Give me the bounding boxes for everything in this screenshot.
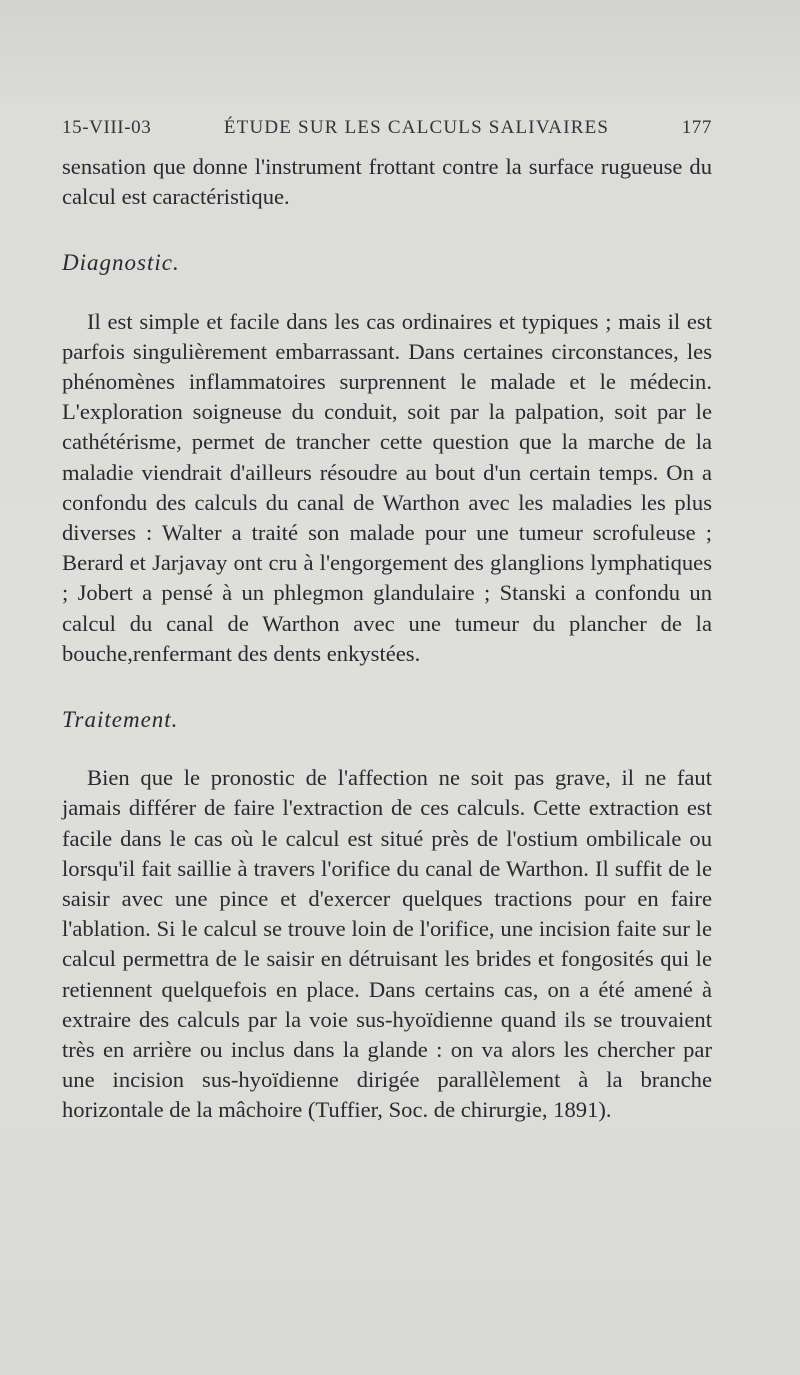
paragraph-diagnostic: Il est simple et facile dans les cas ordinaires et typiques ; mais il est parfois singulièrement embarrassant. Dans certaines circonstances, les phénomènes inflammatoires surprennent le malade et le médecin. L'exploration soigneuse du conduit, soit par la palpation, soit par le cathétérisme, permet de trancher cette question que la marche de la maladie viendrait d'ailleurs résoudre au bout d'un certain temps. On a confondu des calculs du canal de Warthon avec les maladies les plus diverses : Walter a traité son malade pour une tumeur scrofuleuse ; Berard et Jarjavay ont cru à l'engorgement des glanglions lymphatiques ; Jobert a pensé à un phlegmon glandulaire ; Stanski a confondu un calcul du canal de Warthon avec une tumeur du plancher de la bouche,renfermant des dents enkystées. [62, 308, 712, 666]
paragraph-traitement: Bien que le pronostic de l'affection ne soit pas grave, il ne faut jamais différer de faire l'extraction de ces calculs. Cette extraction est facile dans le cas où le calcul est situé près de l'ostium ombilicale ou lorsqu'il fait saillie à travers l'orifice du canal de Warthon. Il suffit de le saisir avec une pince et d'exercer quelques tractions pour en faire l'ablation. Si le calcul se trouve loin de l'orifice, une incision faite sur le calcul permettra de le saisir en détruisant les brides et fongosités qui le retiennent quelquefois en place. Dans certains cas, on a été amené à extraire des calculs par la voie sus-hyoïdienne quand ils se trouvaient très en arrière ou inclus dans la glande : on va alors les chercher par une incision sus-hyoïdienne dirigée parallèlement à la branche horizontale de la mâchoire (Tuffier, Soc. de chirurgie, 1891). [62, 765, 712, 1123]
page-body [62, 152, 712, 1126]
paragraph-continuation: sensation que donne l'instrument frottant contre la surface rugueuse du calcul est caractéristique. [62, 154, 712, 210]
page-number: 177 [681, 117, 712, 138]
header-date: 15-VIII-03 [62, 117, 152, 138]
section-heading-traitement: Traitement. [62, 707, 179, 733]
running-header [62, 117, 712, 139]
section-heading-diagnostic: Diagnostic. [62, 250, 180, 276]
header-title: ÉTUDE SUR LES CALCULS SALIVAIRES [223, 117, 610, 138]
